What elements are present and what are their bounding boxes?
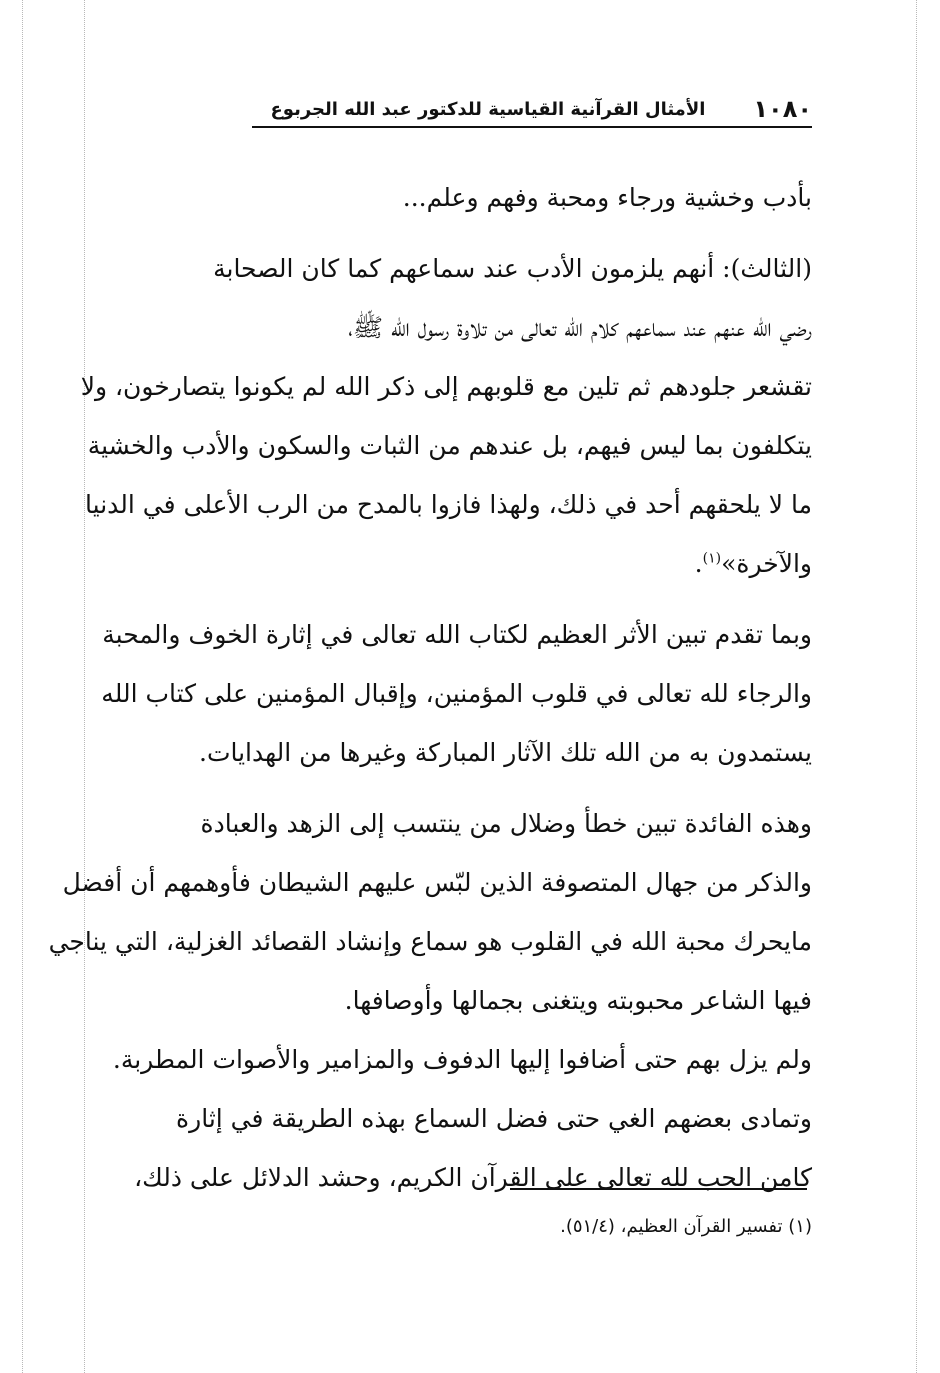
text-line: رضي الله عنهم عند سماعهم كلام الله تعالى من تلاوة رسول الله ﷺ، — [348, 313, 812, 342]
text-line: ولم يزل بهم حتى أضافوا إليها الدفوف والمزامير والأصوات المطربة. — [112, 1045, 812, 1074]
text-line: ما لا يلحقهم أحد في ذلك، ولهذا فازوا بالمدح من الرب الأعلى في الدنيا — [85, 490, 812, 519]
footnote-divider — [510, 1188, 807, 1190]
footnote: (١) تفسير القرآن العظيم، (٥١/٤). — [560, 1216, 812, 1237]
page-header — [252, 92, 812, 128]
text-line: والذكر من جهال المتصوفة الذين لبّس عليهم الشيطان فأوهمهم أن أفضل — [62, 868, 812, 897]
closing-period: . — [694, 549, 703, 578]
text-line: وبما تقدم تبين الأثر العظيم لكتاب الله تعالى في إثارة الخوف والمحبة — [102, 620, 812, 649]
running-title: الأمثال القرآنية القياسية للدكتور عبد الله الجربوع — [270, 98, 706, 120]
text-line: مايحرك محبة الله في القلوب هو سماع وإنشاد القصائد الغزلية، التي يناجي — [48, 927, 812, 956]
text-line: (الثالث): أنهم يلزمون الأدب عند سماعهم كما كان الصحابة — [213, 254, 812, 283]
text-fragment: والآخرة» — [721, 549, 812, 578]
text-line: وتمادى بعضهم الغي حتى فضل السماع بهذه الطريقة في إثارة — [176, 1104, 812, 1133]
scan-margin-right — [916, 0, 917, 1373]
text-line: تقشعر جلودهم ثم تلين مع قلوبهم إلى ذكر الله لم يكونوا يتصارخون، ولا — [80, 372, 812, 401]
text-line: كامن الحب لله تعالى على القرآن الكريم، وحشد الدلائل على ذلك، — [134, 1163, 812, 1192]
text-line: يتكلفون بما ليس فيهم، بل عندهم من الثبات والسكون والأدب والخشية — [87, 431, 812, 460]
text-line: بأدب وخشية ورجاء ومحبة وفهم وعلم... — [402, 183, 812, 212]
scan-margin-left-inner — [84, 0, 85, 1373]
page-number: ١٠٨٠ — [753, 95, 812, 123]
body-text — [48, 168, 812, 1207]
text-line: وهذه الفائدة تبين خطأ وضلال من ينتسب إلى الزهد والعبادة — [200, 809, 812, 838]
text-line: يستمدون به من الله تلك الآثار المباركة وغيرها من الهدايات. — [199, 738, 812, 767]
footnote-marker: (١) — [702, 550, 722, 567]
text-line: والرجاء لله تعالى في قلوب المؤمنين، وإقبال المؤمنين على كتاب الله — [101, 679, 812, 708]
scan-margin-left — [22, 0, 23, 1373]
text-line: فيها الشاعر محبوبته ويتغنى بجمالها وأوصافها. — [344, 986, 812, 1015]
text-line-last — [96, 534, 812, 593]
